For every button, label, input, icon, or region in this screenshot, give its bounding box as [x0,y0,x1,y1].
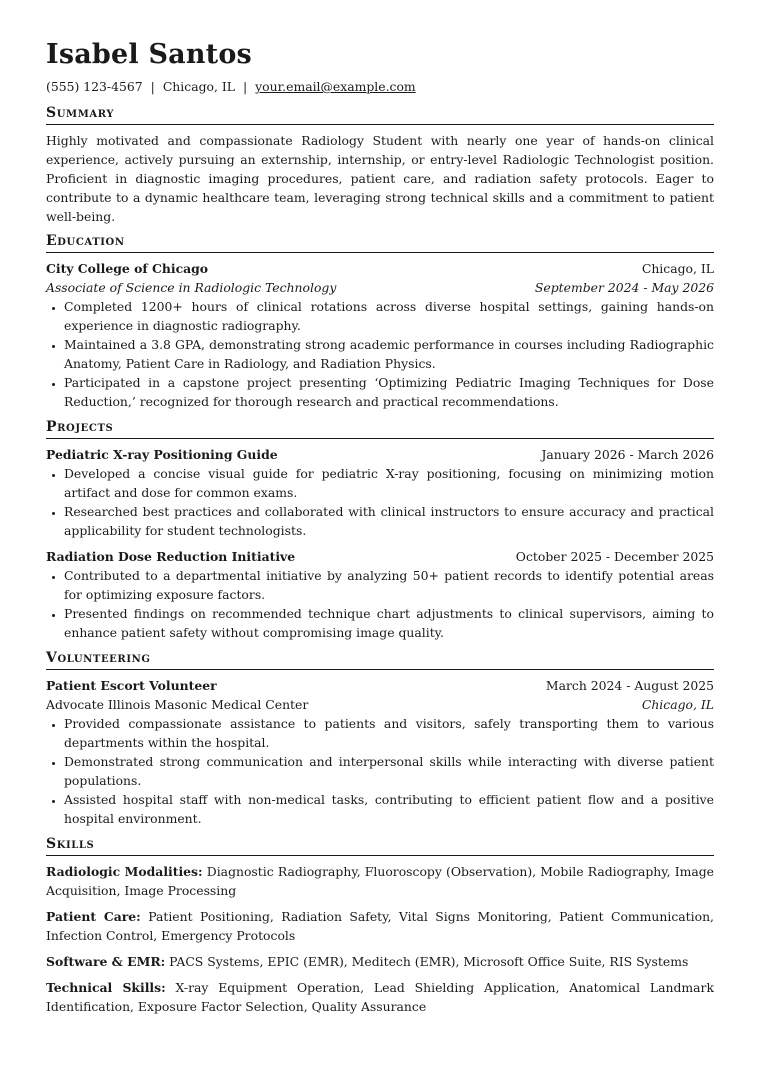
list-item: • Presented findings on recommended technique chart adjustments to clinical supervisors, aiming to enhance patient safety without compromising image quality. [64,604,714,642]
project-bullets [46,464,714,540]
school-location: Chicago, IL [641,261,714,276]
volunteering-section [46,649,714,828]
education-section [46,232,714,411]
list-item: • Completed 1200+ hours of clinical rotations across diverse hospital settings, gaining hands-on experience in diagnostic radiography. [64,297,714,335]
education-dates: September 2024 - May 2026 [534,280,714,295]
project-header-row [46,445,714,464]
volunteer-bullets [46,714,714,828]
degree: Associate of Science in Radiologic Technology [46,280,337,295]
project-entry [46,547,714,642]
list-item: • Contributed to a departmental initiative by analyzing 50+ patient records to identify potential areas for optimizing exposure factors. [64,566,714,604]
list-item: • Researched best practices and collaborated with clinical instructors to ensure accuracy and practical applicability for student technologists. [64,502,714,540]
phone-number: (555) 123-4567 [46,79,143,94]
project-entry [46,445,714,540]
education-degree-row [46,278,714,297]
section-title: Summary [46,104,714,125]
project-header-row [46,547,714,566]
volunteer-header-row [46,676,714,695]
education-header-row [46,259,714,278]
skill-value: PACS Systems, EPIC (EMR), Meditech (EMR), Microsoft Office Suite, RIS Systems [169,954,689,969]
school-name: City College of Chicago [46,261,209,276]
volunteer-role: Patient Escort Volunteer [46,678,217,693]
separator: | [242,79,248,94]
skill-row [46,907,714,945]
email-link[interactable]: your.email@example.com [255,79,416,94]
section-title: Projects [46,418,714,439]
volunteer-entry [46,676,714,828]
project-bullets [46,566,714,642]
summary-text: Highly motivated and compassionate Radiology Student with nearly one year of hands-on clinical experience, actively pursuing an externship, internship, or entry-level Radiologic Technologist position. Proficient in diagnostic imaging procedures, patient care, and radiation safety protocols. Eager to contribute to a dynamic healthcare team, leveraging strong technical skills and a commitment to patient well-being. [46,133,714,224]
separator: | [150,79,155,94]
list-item: • Assisted hospital staff with non-medical tasks, contributing to efficient patient flow and a positive hospital environment. [64,790,714,828]
volunteer-org-row [46,695,714,714]
project-name: Pediatric X-ray Positioning Guide [46,447,278,462]
skill-value: Patient Positioning, Radiation Safety, Vital Signs Monitoring, Patient Communication, Infection Control, Emergency Protocols [46,909,714,943]
education-entry [46,259,714,411]
volunteer-location: Chicago, IL [641,697,714,712]
skill-label: Radiologic Modalities: [46,864,203,879]
list-item: • Developed a concise visual guide for pediatric X-ray positioning, focusing on minimizing motion artifact and dose for common exams. [64,464,714,502]
volunteer-org: Advocate Illinois Masonic Medical Center [46,697,309,712]
skill-row [46,862,714,900]
skill-value: X-ray Equipment Operation, Lead Shielding Application, Anatomical Landmark Identification, Exposure Factor Selection, Quality Assurance [46,980,714,1014]
skill-value: Diagnostic Radiography, Fluoroscopy (Observation), Mobile Radiography, Image Acquisition, Image Processing [46,864,714,898]
summary-section [46,104,714,226]
skill-row [46,952,714,971]
skills-section [46,835,714,1016]
skill-label: Software & EMR: [46,954,166,969]
skill-row [46,978,714,1016]
volunteer-dates: March 2024 - August 2025 [545,678,714,693]
project-dates: January 2026 - March 2026 [541,447,714,462]
section-title: Skills [46,835,714,856]
candidate-name: Isabel Santos [46,39,252,70]
list-item: • Provided compassionate assistance to patients and visitors, safely transporting them to various departments within the hospital. [64,714,714,752]
section-title: Volunteering [46,649,714,670]
list-item: • Demonstrated strong communication and interpersonal skills while interacting with diverse patient populations. [64,752,714,790]
skill-label: Technical Skills: [46,980,166,995]
skill-label: Patient Care: [46,909,141,924]
list-item: • Maintained a 3.8 GPA, demonstrating strong academic performance in courses including Radiographic Anatomy, Patient Care in Radiology, and Radiation Physics. [64,335,714,373]
section-title: Education [46,232,714,253]
contact-line [46,78,714,96]
project-dates: October 2025 - December 2025 [515,549,714,564]
education-bullets [46,297,714,411]
location: Chicago, IL [162,79,235,94]
list-item: • Participated in a capstone project presenting ‘Optimizing Pediatric Imaging Techniques for Dose Reduction,’ recognized for thorough research and practical recommendations. [64,373,714,411]
project-name: Radiation Dose Reduction Initiative [46,549,296,564]
projects-section [46,418,714,642]
